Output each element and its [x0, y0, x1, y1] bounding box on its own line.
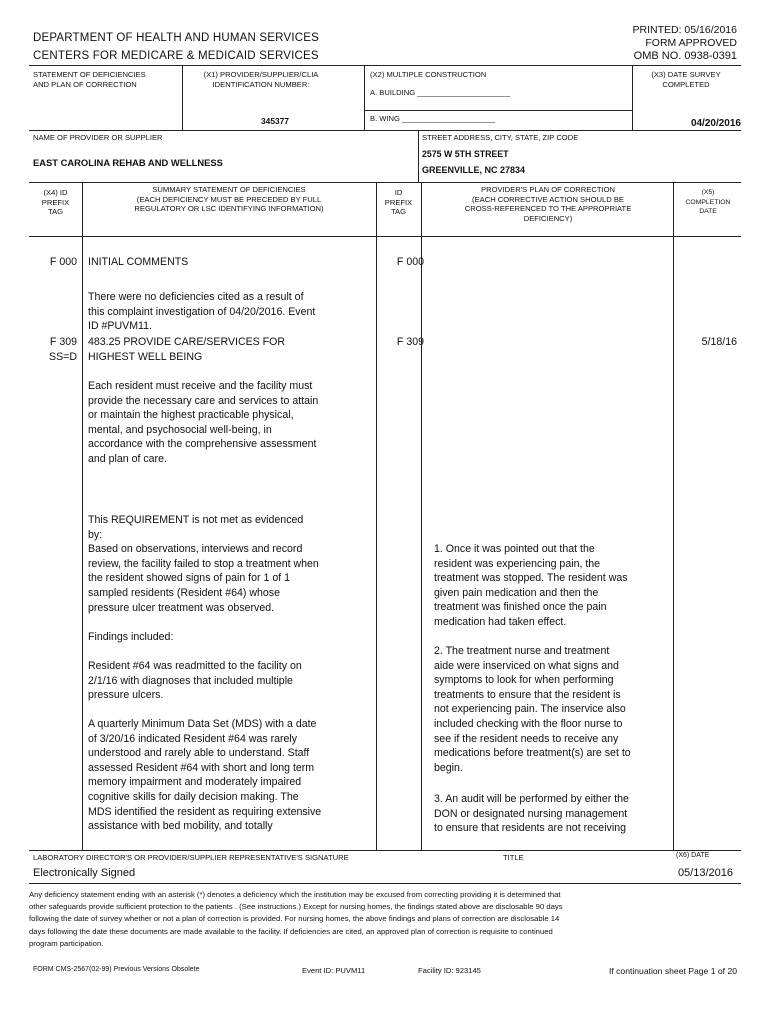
mds-paragraph: A quarterly Minimum Data Set (MDS) with a date of 3/20/16 indicated Resident #64 was rarely understood and rarely able to understand. Staff assessed Resident #64 with short and long term memory impairment and moderately impaired cognitive skills for daily decision making. The MDS identified the resident as requiring extensive assistance with bed mobility, and totally: [88, 718, 322, 833]
form-number: FORM CMS-2567(02-99) Previous Versions Obsolete: [33, 966, 200, 973]
tag-f309-right: F 309: [396, 336, 424, 348]
x5-header: (X5) COMPLETION DATE: [685, 189, 731, 215]
building-label: A. BUILDING ______________________: [370, 88, 511, 97]
plan-item-2: 2. The treatment nurse and treatment aide were inserviced on what signs and symptoms to look for when performing treatments to ensure that the resident is not experiencing pain. The inservice also included checking with the floor nurse to see if the resident needs to receive any medications before treatment(s) are set to begin.: [434, 645, 631, 774]
x4-header: (X4) ID PREFIX TAG: [41, 188, 70, 216]
survey-completed-date: 04/20/2016: [690, 118, 741, 129]
initial-comments-text: There were no deficiencies cited as a result of this complaint investigation of 04/20/2016. Event ID #PUVM11.: [88, 291, 316, 333]
provider-label: NAME OF PROVIDER OR SUPPLIER: [33, 133, 163, 142]
x6-date-label: (X6) DATE: [676, 852, 710, 859]
facility-id: Facility ID: 923145: [418, 966, 481, 975]
statement-label: STATEMENT OF DEFICIENCIES AND PLAN OF CORRECTION: [33, 70, 146, 89]
signature-value: Electronically Signed: [33, 867, 136, 879]
form-approved: FORM APPROVED: [645, 37, 737, 49]
initial-comments-heading: INITIAL COMMENTS: [88, 256, 189, 268]
department-title: DEPARTMENT OF HEALTH AND HUMAN SERVICES: [33, 32, 319, 44]
x1-label: (X1) PROVIDER/SUPPLIER/CLIA IDENTIFICATION NUMBER:: [203, 70, 319, 89]
signature-label: LABORATORY DIRECTOR'S OR PROVIDER/SUPPLIER REPRESENTATIVE'S SIGNATURE: [33, 853, 349, 862]
disclaimer-text: Any deficiency statement ending with an asterisk (*) denotes a deficiency which the institution may be excused from correcting providing it is determined that other safeguards provide sufficient protection to the patients . (See instructions.) Except for nursing homes, the findings stated above are disclosable 90 days following the date of survey whether or not a plan of correction is provided. For nursing homes, the above findings and plans of correction are disclosable 14 days following the date these documents are made available to the facility. If deficiencies are cited, an approved plan of correction is requisite to continued program participation.: [29, 890, 563, 948]
address-city: GREENVILLE, NC 27834: [422, 165, 526, 175]
title-label: TITLE: [503, 853, 524, 862]
f309-title: 483.25 PROVIDE CARE/SERVICES FOR HIGHEST WELL BEING: [88, 336, 286, 363]
signature-date: 05/13/2016: [677, 867, 733, 879]
not-met-paragraph: This REQUIREMENT is not met as evidenced by: Based on observations, interviews and record review, the facility failed to stop a treatment when the resident showed signs of pain for 1 of 1 sampled residents (Resident #64) whose pressure ulcer treatment was observed.: [88, 514, 319, 614]
id-header: ID PREFIX TAG: [384, 188, 413, 216]
tag-f000-right: F 000: [396, 256, 424, 268]
plan-item-3: 3. An audit will be performed by either the DON or designated nursing management to ensure that residents are not receiving: [434, 793, 629, 835]
readmission-paragraph: Resident #64 was readmitted to the facility on 2/1/16 with diagnoses that included multiple pressure ulcers.: [88, 660, 302, 702]
wing-label: B. WING ______________________: [370, 114, 495, 123]
requirement-paragraph: Each resident must receive and the facility must provide the necessary care and services to attain or maintain the highest practicable physical, mental, and psychosocial well-being, in accordance with the comprehensive assessment and plan of care.: [88, 380, 319, 465]
scope-severity: SS=D: [49, 351, 77, 363]
page-indicator: If continuation sheet Page 1 of 20: [608, 966, 737, 976]
tag-f000-left: F 000: [49, 256, 77, 268]
address-label: STREET ADDRESS, CITY, STATE, ZIP CODE: [422, 133, 579, 142]
tag-f309-left: F 309: [49, 336, 77, 348]
event-id: Event ID: PUVM11: [302, 966, 366, 975]
address-street: 2575 W 5TH STREET: [422, 149, 509, 159]
plan-item-1: 1. Once it was pointed out that the resident was experiencing pain, the treatment was stopped. The resident was given pain medication and then the treatment was finished once the pain medication had taken effect.: [434, 543, 628, 628]
omb-number: OMB NO. 0938-0391: [633, 50, 737, 62]
agency-title: CENTERS FOR MEDICARE & MEDICAID SERVICES: [33, 50, 319, 62]
x2-label: (X2) MULTIPLE CONSTRUCTION: [370, 70, 487, 79]
printed-date: PRINTED: 05/16/2016: [632, 24, 737, 36]
findings-heading: Findings included:: [88, 631, 174, 643]
summary-header: SUMMARY STATEMENT OF DEFICIENCIES (EACH DEFICIENCY MUST BE PRECEDED BY FULL REGULATORY OR LSC IDENTIFYING INFORMATION): [134, 185, 324, 213]
x3-label: (X3) DATE SURVEY COMPLETED: [651, 70, 721, 89]
provider-number: 345377: [261, 116, 289, 126]
plan-header: PROVIDER'S PLAN OF CORRECTION (EACH CORRECTIVE ACTION SHOULD BE CROSS-REFERENCED TO THE APPROPRIATE DEFICIENCY): [464, 185, 632, 223]
completion-date: 5/18/16: [701, 336, 737, 348]
provider-name: EAST CAROLINA REHAB AND WELLNESS: [33, 157, 223, 168]
